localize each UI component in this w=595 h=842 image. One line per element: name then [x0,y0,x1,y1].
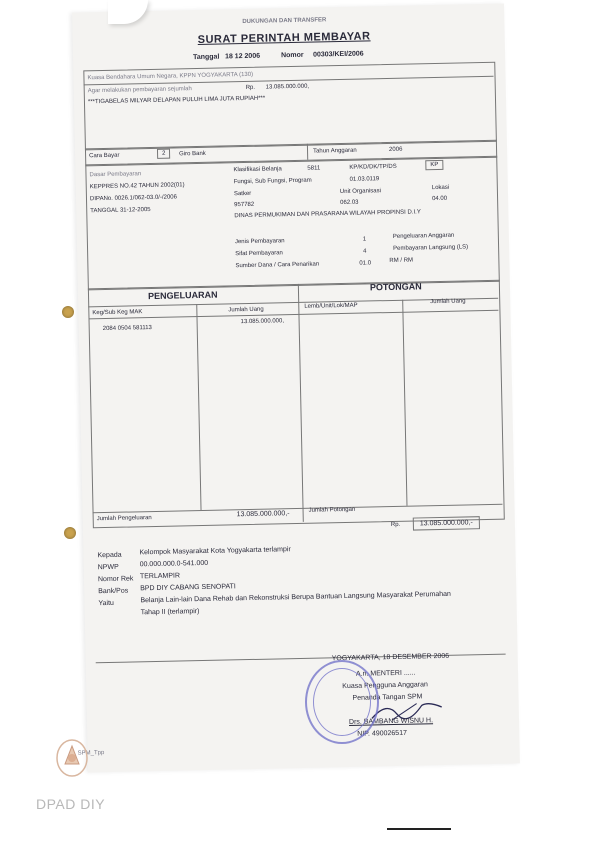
col-jumlah-potongan: Jumlah Uang [430,298,466,306]
sumber-label: Sumber Dana / Cara Penarikan [235,261,320,270]
number-value: 00303/KEI/2006 [312,50,364,59]
date-label: Tanggal [192,53,220,62]
form-code: SPM_Tpp [77,750,105,757]
basis-line-3: TANGGAL 31-12-2005 [90,207,151,215]
row-code: 2084 0504 581113 [102,325,152,333]
payment-instruction: Agar melakukan pembayaran sejumlah [87,86,192,95]
watermark: DPAD DIY [36,796,106,812]
basis-line-2: DIPANo. 0026.1/062-03.0/-/2006 [89,194,177,203]
kp-code: KP/KD/DK/TP/DS [349,163,397,171]
total-pengeluaran-value: 13.085.000.000,- [236,510,290,519]
classification-box [85,156,500,291]
punch-hole-icon [64,527,76,539]
net-amount: 13.085.000.000,- [413,516,480,530]
amount-in-words: ***TIGABELAS MILYAR DELAPAN PULUH LIMA JUTA RUPIAH*** [87,95,266,106]
satker-code: 957782 [234,201,255,209]
jenis-code: 1 [362,236,367,243]
payment-method-name: Giro Bank [179,150,206,158]
archive-logo-icon [55,738,89,778]
sifat-label: Sifat Pembayaran [235,250,283,258]
official-stamp-icon [305,660,379,744]
bank-value: BPD DIY CABANG SENOPATI [140,583,236,593]
sifat-value: Pembayaran Langsung (LS) [393,244,469,252]
col-kegiatan: Keg/Sub Keg MAK [92,309,143,317]
potongan-title: POTONGAN [369,281,422,293]
npwp-value: 00.000.000.0-541.000 [139,559,209,569]
bank-label: Bank/Pos [98,587,129,596]
sumber-code: 01.0 [359,260,372,267]
document-title: SURAT PERINTAH MEMBAYAR [197,30,371,46]
col-lembaga: Lemb/Unit/Lok/MAP [304,302,358,310]
kp-box: KP [425,160,443,170]
number-label: Nomor [280,51,304,60]
budget-year-value: 2006 [388,146,403,153]
punch-hole-icon [62,306,74,318]
payment-method-code: 2 [157,149,171,159]
unit-code: 062.03 [340,199,359,207]
document-paper [72,4,520,773]
unit-label: Unit Organisasi [339,188,381,196]
signer-nip: NIP. 490026517 [357,729,408,738]
sumber-value: RM / RM [389,257,414,265]
office-name: DUKUNGAN DAN TRANSFER [242,17,327,26]
lokasi-code: 04.00 [432,195,448,203]
net-currency: Rp. [390,521,401,529]
kepada-value: Kelompok Masyarakat Kota Yogyakarta terlampir [139,546,291,557]
agency-name: DINAS PERMUKIMAN DAN PRASARANA WILAYAH PROPINSI D.I.Y [234,209,421,220]
sifat-code: 4 [363,248,367,255]
kepada-label: Kepada [97,551,122,560]
payment-method-label: Cara Bayar [89,152,120,160]
lokasi-label: Lokasi [431,184,450,192]
yaitu-value-2: Tahap II (terlampir) [140,608,200,617]
jenis-label: Jenis Pembayaran [234,238,285,246]
signature-line-2: Kuasa Pengguna Anggaran [342,681,428,691]
belanja-label: Klasifikasi Belanja [233,166,282,174]
rek-value: TERLAMPIR [139,572,181,581]
bottom-divider [387,828,451,830]
place-date: YOGYAKARTA, 18 DESEMBER 2006 [331,652,450,663]
pengeluaran-title: PENGELUARAN [147,289,218,302]
yaitu-value-1: Belanja Lain-lain Dana Rehab dan Rekonstruksi Berupa Bantuan Langsung Masyarakat Perumahan [140,590,451,605]
currency-label: Rp. [245,84,256,91]
basis-label: Dasar Pembayaran [89,171,142,179]
total-pengeluaran-label: Jumlah Pengeluaran [96,515,152,523]
npwp-label: NPWP [97,563,119,572]
basis-line-1: KEPPRES NO.42 TAHUN 2002(01) [89,182,185,191]
row-amount: 13.085.000.000, [240,318,285,326]
col-jumlah-pengeluaran: Jumlah Uang [228,306,264,314]
belanja-code: 5811 [307,165,321,172]
fungsi-code: 01.03.0119 [349,176,380,183]
budget-year-label: Tahun Anggaran [312,147,357,155]
rek-label: Nomor Rek [97,575,134,584]
satker-label: Satker [233,190,252,198]
date-value: 18 12 2006 [224,52,261,61]
total-potongan-label: Jumlah Potongan [308,506,356,514]
yaitu-label: Yaitu [98,599,114,608]
signature-line-1: A.n. MENTERI ...... [355,669,416,678]
fungsi-label: Fungsi, Sub Fungsi, Program [233,177,312,186]
addressee-line: Kuasa Bendahara Umum Negara, KPPN YOGYAKARTA (130) [87,71,254,82]
signature-line-3: Penanda Tangan SPM [352,693,423,702]
jenis-value: Pengeluaran Anggaran [392,232,455,240]
amount-value: 13.085.000.000, [265,83,310,91]
signer-name: Drs. BAMBANG WISNU H. [348,717,434,726]
